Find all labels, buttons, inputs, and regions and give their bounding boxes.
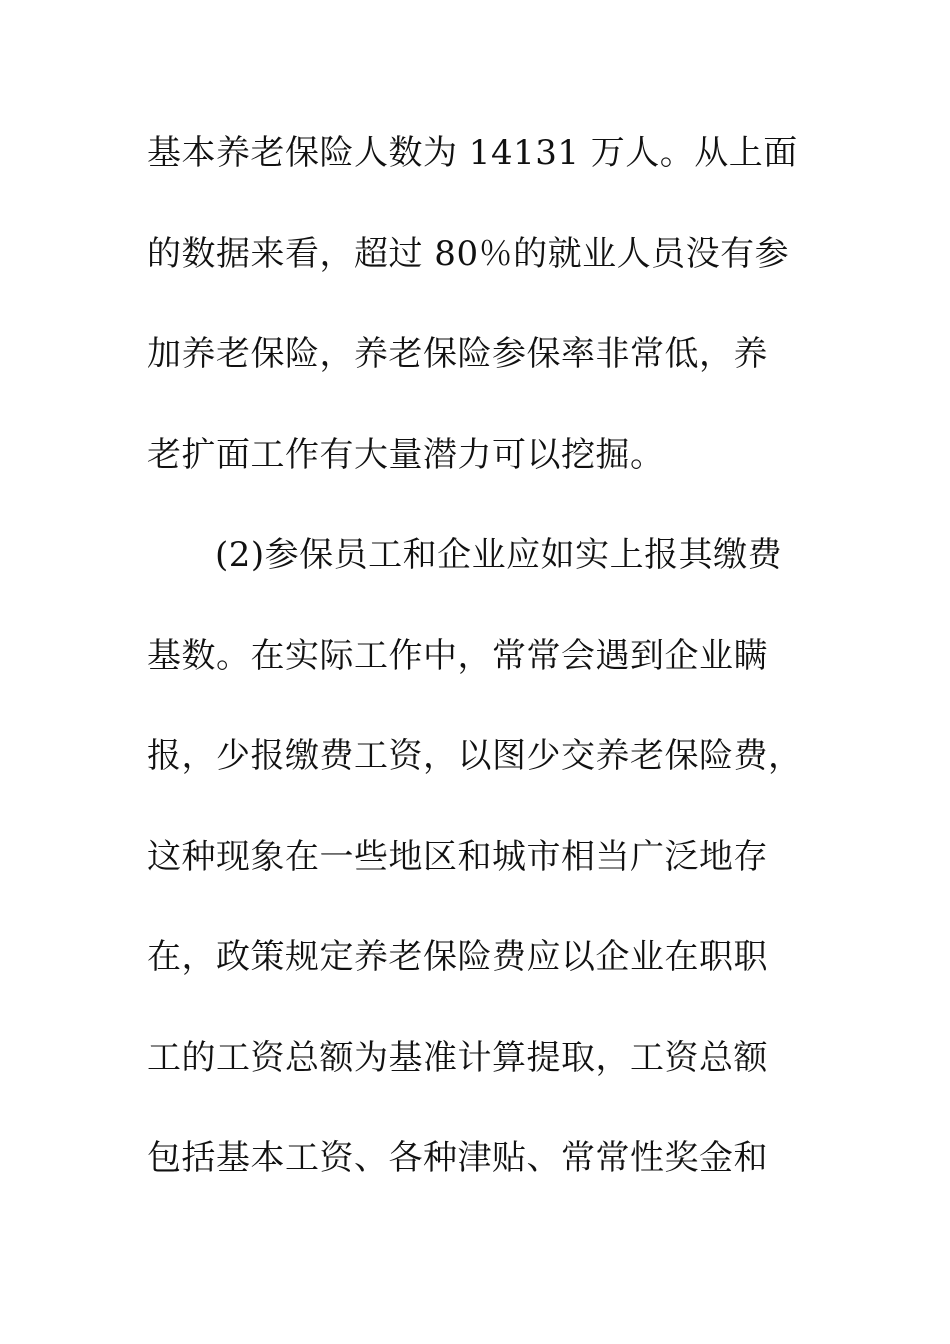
- text-line: 老扩面工作有大量潜力可以挖掘。: [147, 434, 665, 475]
- text-line: 包括基本工资、各种津贴、常常性奖金和: [147, 1138, 768, 1178]
- body-text: [147, 118, 807, 1224]
- text-line: 这种现象在一些地区和城市相当广泛地存: [147, 836, 768, 877]
- text-line: 基本养老保险人数为 14131 万人。从上面: [147, 133, 798, 173]
- text-line: 报，少报缴费工资，以图少交养老保险费，: [147, 736, 803, 776]
- text-line: 基数。在实际工作中，常常会遇到企业瞒: [147, 635, 768, 676]
- text-line: 在，政策规定养老保险费应以企业在职职: [147, 937, 768, 977]
- text-line: 加养老保险，养老保险参保率非常低，养: [147, 334, 768, 374]
- paragraph-start-line: (2)参保员工和企业应如实上报其缴费: [215, 535, 783, 575]
- text-line: 工的工资总额为基准计算提取，工资总额: [147, 1037, 768, 1078]
- text-line: 的数据来看，超过 80％的就业人员没有参: [147, 233, 790, 274]
